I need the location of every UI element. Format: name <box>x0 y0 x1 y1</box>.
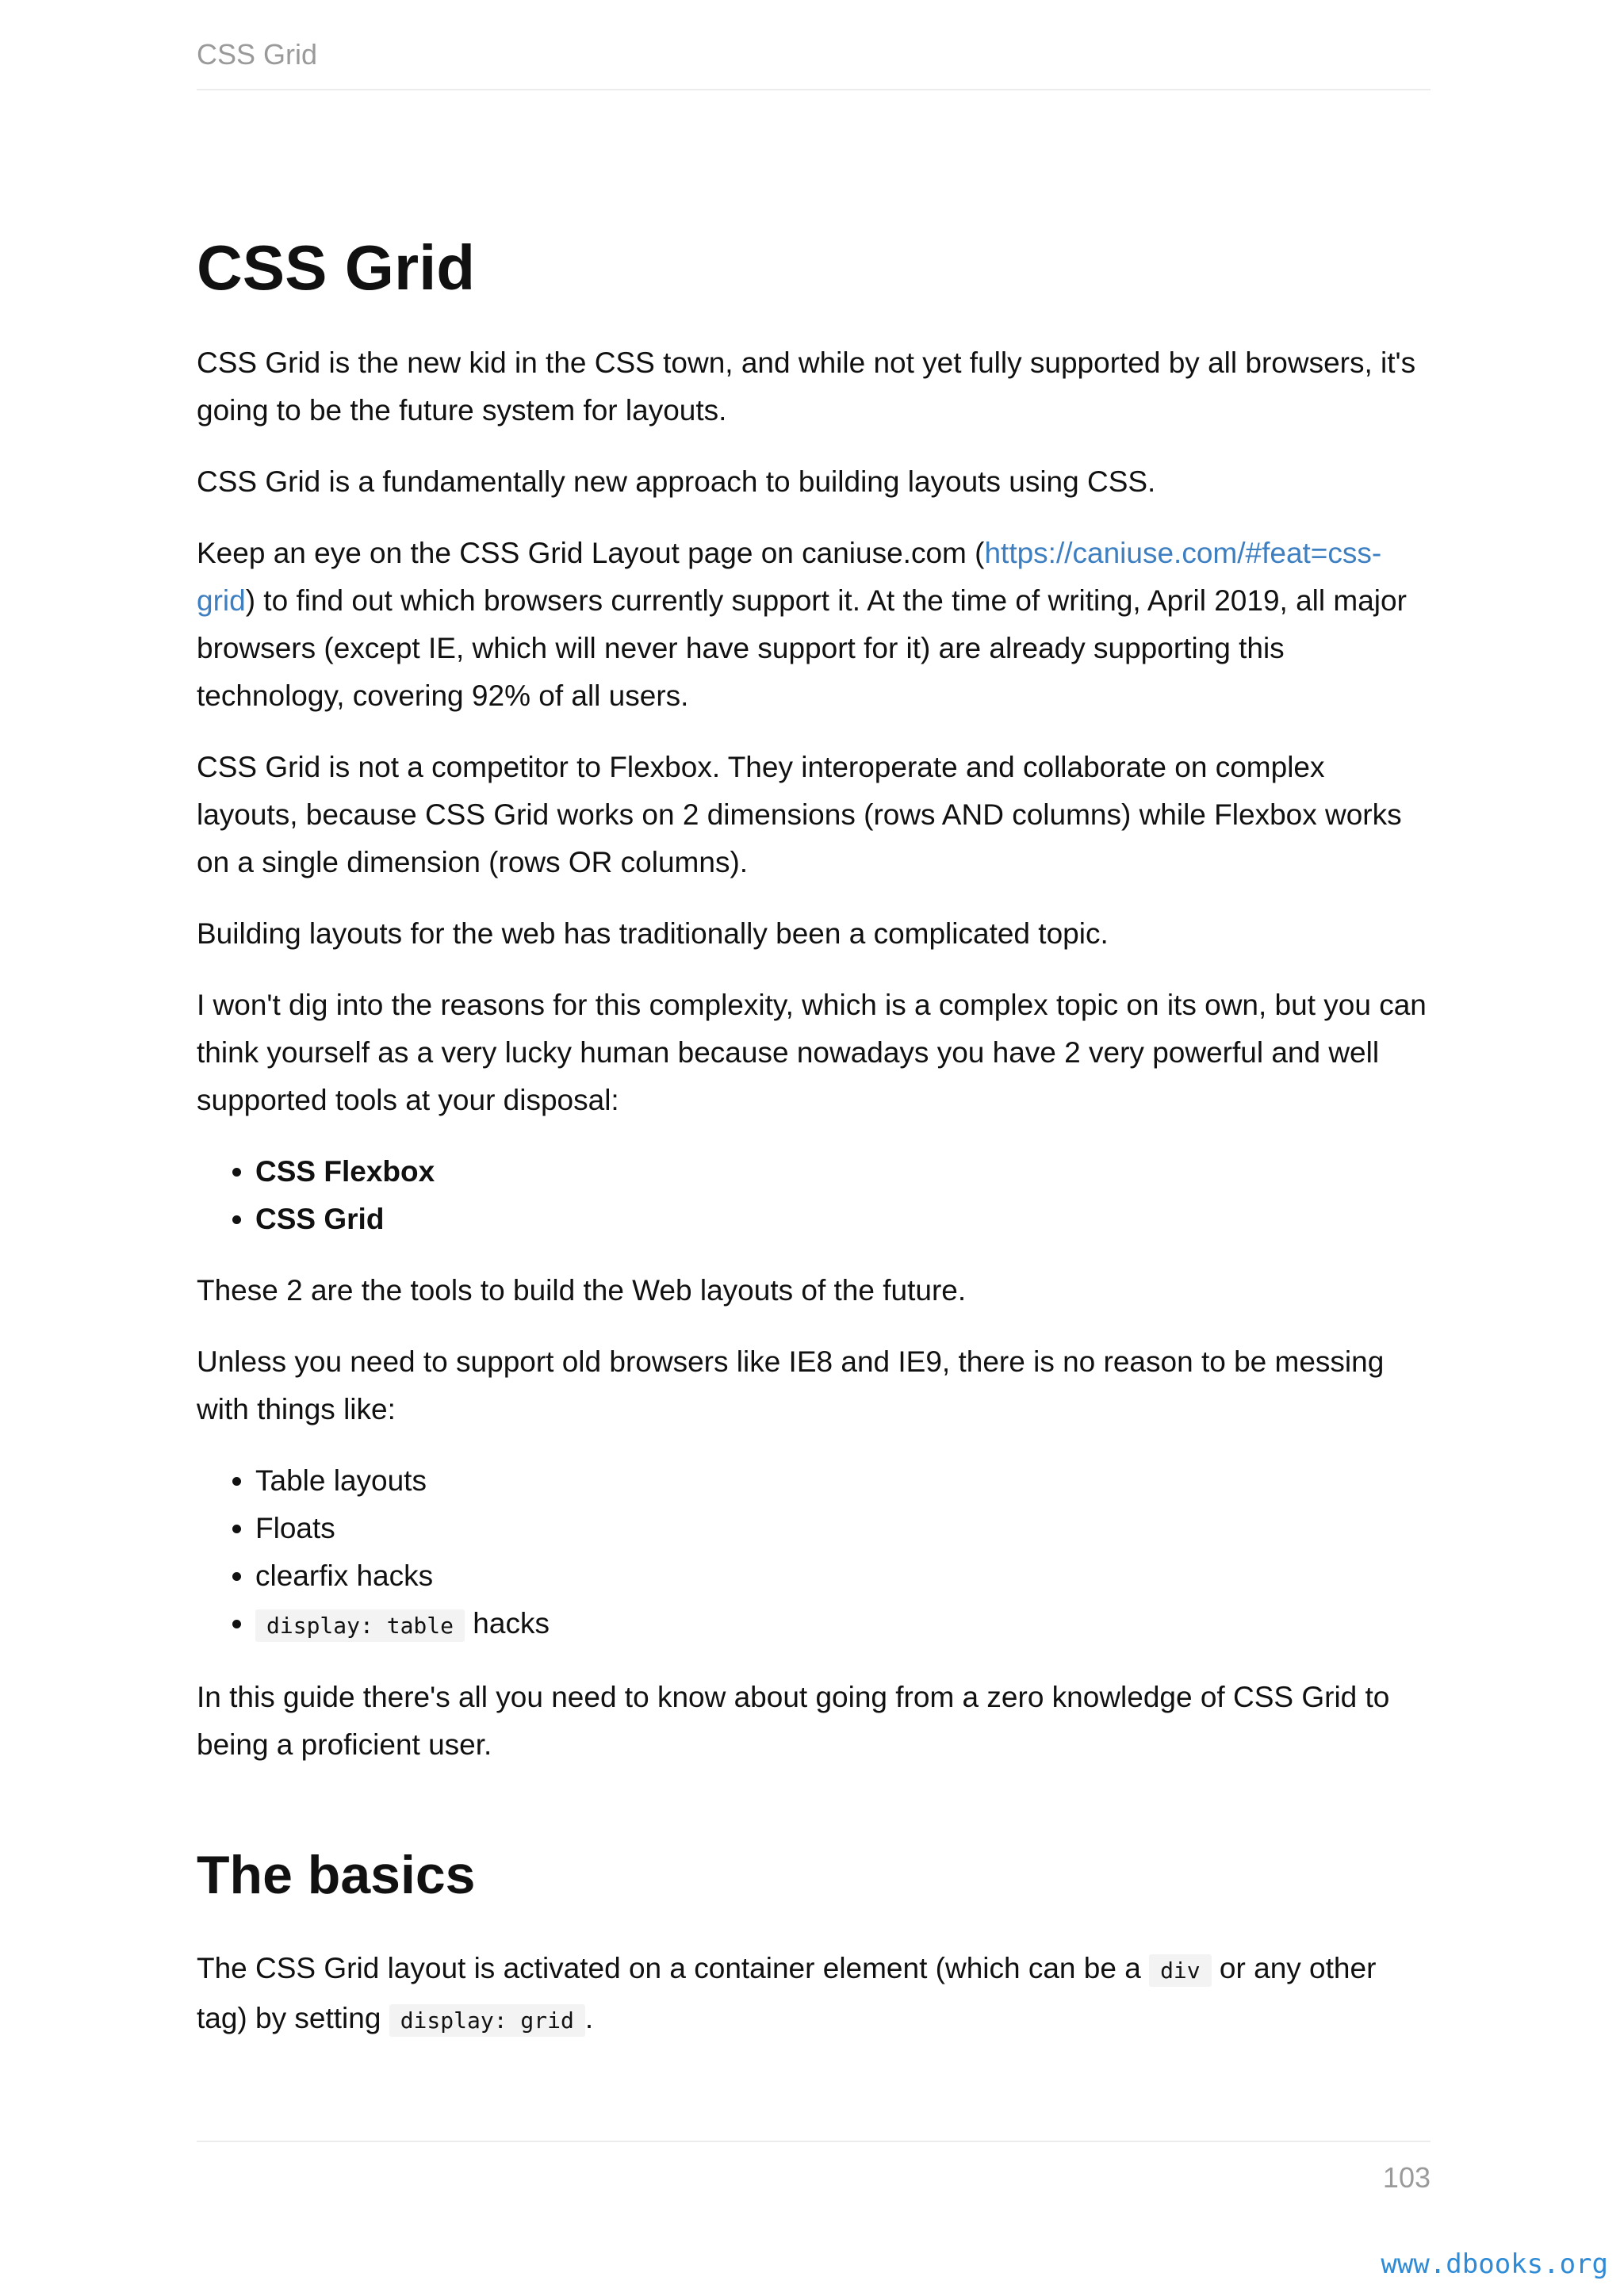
list-item: • CSS Flexbox <box>255 1148 1431 1196</box>
layouts-history-paragraph: Building layouts for the web has traditionally been a complicated topic. <box>197 917 1109 950</box>
tools-list <box>197 1148 1431 1243</box>
chapter-title: CSS Grid <box>197 232 476 303</box>
page-number: 103 <box>1382 2161 1431 2194</box>
list-item: • CSS Grid <box>255 1196 1431 1243</box>
caniuse-link[interactable]: https://caniuse.com/#feat=css-grid <box>197 537 1382 617</box>
inline-code: display: table <box>255 1609 465 1642</box>
list-item: • Table layouts <box>255 1457 1431 1505</box>
caniuse-text-before: Keep an eye on the CSS Grid Layout page on caniuse.com ( <box>197 537 985 569</box>
caniuse-text-after: ) to find out which browsers currently support it. At the time of writing, April 2019, all major browsers (except IE, which will never have support for it) are already supporting this technology, covering 92% of all users. <box>197 584 1407 712</box>
section-title-basics: The basics <box>197 1845 476 1905</box>
basics-text-c: . <box>584 2002 594 2034</box>
list-item: • Floats <box>255 1505 1431 1552</box>
legacy-intro-paragraph: Unless you need to support old browsers like IE8 and IE9, there is no reason to be messing with things like: <box>197 1345 1385 1425</box>
basics-paragraph <box>197 1945 1431 2045</box>
page-content <box>197 230 1431 2068</box>
running-header-title: CSS Grid <box>197 38 318 71</box>
running-footer <box>197 2141 1431 2194</box>
basics-text-a: The CSS Grid layout is activated on a container element (which can be a <box>197 1952 1150 1984</box>
flexbox-comparison-paragraph: CSS Grid is not a competitor to Flexbox. They interoperate and collaborate on complex layouts, because CSS Grid works on 2 dimensions (rows AND columns) while Flexbox works on a single dimension (rows OR columns). <box>197 751 1402 878</box>
future-layouts-paragraph: These 2 are the tools to build the Web layouts of the future. <box>197 1274 967 1307</box>
list-item-text: hacks <box>465 1607 550 1640</box>
list-item <box>255 1600 1431 1650</box>
guide-summary-paragraph: In this guide there's all you need to know about going from a zero knowledge of CSS Grid to being a proficient user. <box>197 1681 1390 1761</box>
inline-code-div: div <box>1149 1954 1212 1987</box>
intro-paragraph-1: CSS Grid is the new kid in the CSS town, and while not yet fully supported by all browsers, it's going to be the future system for layouts. <box>197 346 1416 427</box>
running-header <box>197 38 1431 90</box>
complexity-paragraph: I won't dig into the reasons for this complexity, which is a complex topic on its own, but you can think yourself as a very lucky human because nowadays you have 2 very powerful and well supported tools at your disposal: <box>197 989 1427 1116</box>
caniuse-paragraph <box>197 530 1431 720</box>
basics-text-b: or any other tag) by setting <box>197 1952 1377 2034</box>
intro-paragraph-2: CSS Grid is a fundamentally new approach to building layouts using CSS. <box>197 465 1156 498</box>
watermark: www.dbooks.org <box>1381 2248 1608 2280</box>
list-item: • clearfix hacks <box>255 1552 1431 1600</box>
inline-code-display-grid: display: grid <box>389 2004 585 2037</box>
legacy-list <box>197 1457 1431 1650</box>
